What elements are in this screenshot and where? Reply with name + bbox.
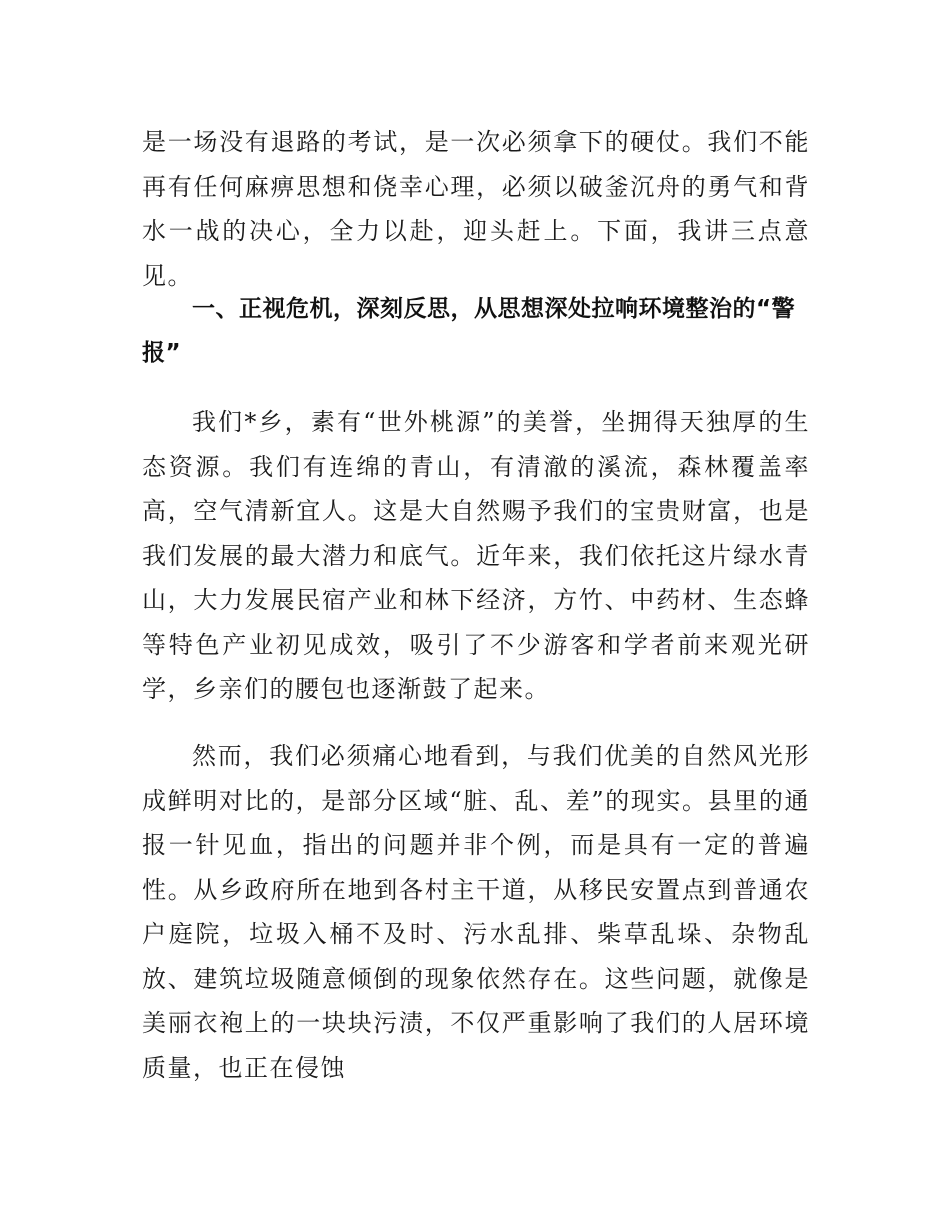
- body-paragraph: 然而，我们必须痛心地看到，与我们优美的自然风光形成鲜明对比的，是部分区域“脏、乱、差”的现实。县里的通报一针见血，指出的问题并非个例，而是具有一定的普遍性。从乡政府所在地到各村主干道，从移民安置点到普通农户庭院，垃圾入桶不及时、污水乱排、柴草乱垛、杂物乱放、建筑垃圾随意倾倒的现象依然存在。这些问题，就像是美丽衣袍上的一块块污渍，不仅严重影响了我们的人居环境质量，也正在侵蚀: [142, 742, 810, 1082]
- body-paragraph: 是一场没有退路的考试，是一次必须拿下的硬仗。我们不能再有任何麻痹思想和侥幸心理，必须以破釜沉舟的勇气和背水一战的决心，全力以赴，迎头赶上。下面，我讲三点意见。: [142, 128, 810, 290]
- section-heading: 一、正视危机，深刻反思，从思想深处拉响环境整治的“警报”: [142, 296, 796, 366]
- body-paragraph: 我们*乡，素有“世外桃源”的美誉，坐拥得天独厚的生态资源。我们有连绵的青山，有清澈的溪流，森林覆盖率高，空气清新宜人。这是大自然赐予我们的宝贵财富，也是我们发展的最大潜力和底气。近年来，我们依托这片绿水青山，大力发展民宿产业和林下经济，方竹、中药材、生态蜂等特色产业初见成效，吸引了不少游客和学者前来观光研学，乡亲们的腰包也逐渐鼓了起来。: [142, 408, 810, 703]
